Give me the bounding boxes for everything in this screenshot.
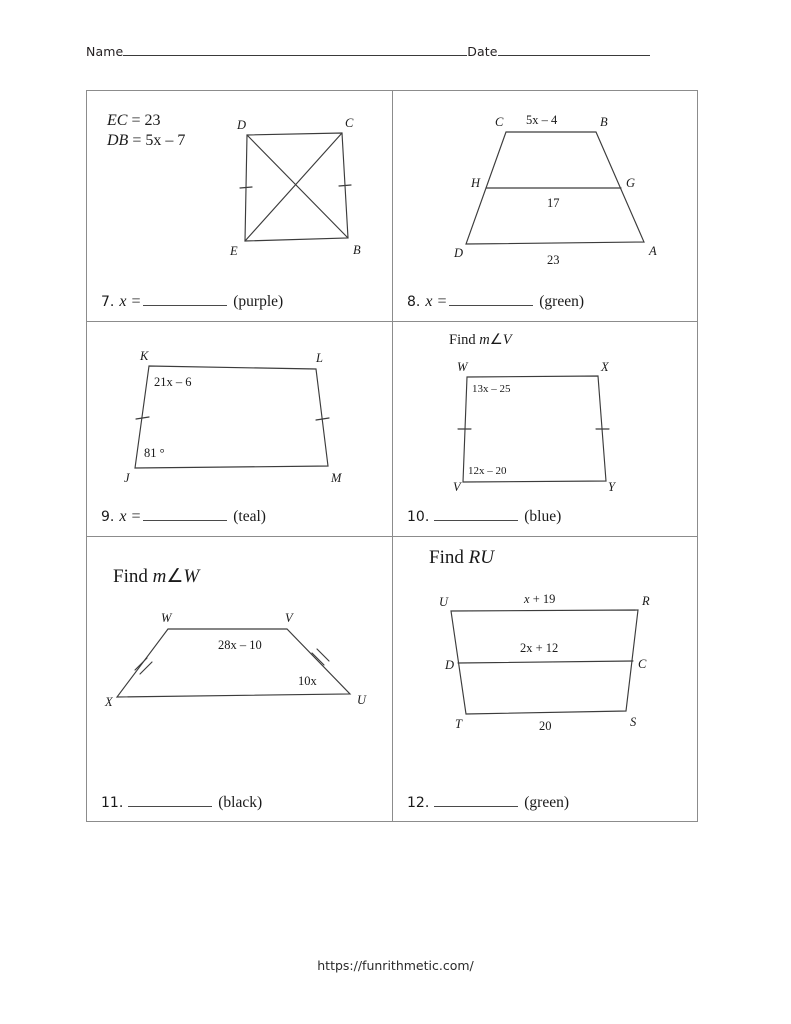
vertex-label-X: X xyxy=(601,360,609,374)
problem-12-number: 12. xyxy=(407,795,430,811)
worksheet-header xyxy=(86,44,698,66)
problem-12-prompt-text: Find RU xyxy=(429,547,494,568)
measure-bottom-DA: 23 xyxy=(547,253,560,267)
problem-cell-9 xyxy=(87,322,392,536)
measure-bottom-TS: 20 xyxy=(539,719,552,733)
vertex-label-D: D xyxy=(454,246,464,260)
problem-8-blank[interactable] xyxy=(449,293,533,306)
vertex-label-B: B xyxy=(600,115,608,129)
measure-midsegment-DC: 2x + 12 xyxy=(520,641,559,655)
vertex-label-W: W xyxy=(457,360,468,374)
problem-11-prompt xyxy=(113,565,199,588)
problem-10-prompt-text: Find m∠V xyxy=(449,332,512,348)
problem-11-color: (black) xyxy=(218,794,263,811)
problem-10-prompt xyxy=(449,332,512,349)
problem-7-figure xyxy=(217,113,377,263)
vertex-label-J: J xyxy=(124,471,130,485)
problem-7-given-line2: DB = 5x – 7 xyxy=(107,132,186,150)
vertex-label-C: C xyxy=(345,116,354,130)
measure-top-CB: 5x – 4 xyxy=(526,113,558,127)
measure-midsegment-HG: 17 xyxy=(547,196,560,210)
problem-7-given xyxy=(107,111,185,152)
problem-10-color: (blue) xyxy=(524,508,562,525)
problem-10-blank[interactable] xyxy=(434,508,518,521)
vertex-label-G: G xyxy=(626,176,636,190)
problem-12-prompt xyxy=(429,547,494,569)
tick-mark-DE xyxy=(240,187,252,188)
problem-11-figure xyxy=(105,609,375,719)
name-blank-line[interactable] xyxy=(123,44,467,56)
measure-angle-W: 13x – 25 xyxy=(472,383,511,395)
vertex-label-H: H xyxy=(471,176,481,190)
vertex-label-U: U xyxy=(357,693,367,707)
problem-cell-11 xyxy=(87,537,392,822)
problem-11-blank[interactable] xyxy=(128,794,212,807)
problem-7-number: 7. xyxy=(101,294,115,310)
problem-7-color: (purple) xyxy=(233,293,284,310)
vertex-label-E: E xyxy=(230,244,238,258)
problem-8-answer xyxy=(407,293,584,311)
vertex-label-Y: Y xyxy=(608,480,615,494)
problem-9-figure xyxy=(123,344,353,484)
vertex-label-A: A xyxy=(649,244,657,258)
problem-10-figure xyxy=(453,360,643,494)
problem-11-number: 11. xyxy=(101,795,124,811)
problem-7-answer xyxy=(101,293,283,311)
vertex-label-V: V xyxy=(453,480,461,494)
vertex-label-V: V xyxy=(285,611,293,625)
measure-angle-V: 28x – 10 xyxy=(218,638,262,652)
vertex-label-D: D xyxy=(445,658,455,672)
vertex-label-R: R xyxy=(642,594,650,608)
measure-angle-V: 12x – 20 xyxy=(468,465,507,477)
measure-top-UR: x + 19 xyxy=(524,592,556,606)
problem-8-color: (green) xyxy=(539,293,585,310)
problem-cell-12 xyxy=(393,537,698,822)
problem-12-figure xyxy=(433,589,663,739)
problem-grid xyxy=(86,90,698,822)
problem-9-color: (teal) xyxy=(233,508,266,525)
footer-url[interactable]: https://funrithmetic.com/ xyxy=(317,958,474,973)
problem-cell-8 xyxy=(393,91,698,321)
vertex-label-C: C xyxy=(638,657,647,671)
problem-9-answer xyxy=(101,508,266,526)
vertex-label-D: D xyxy=(237,118,247,132)
diagonal-CE xyxy=(245,133,342,241)
measure-angle-J: 81 ° xyxy=(144,446,165,460)
problem-12-blank[interactable] xyxy=(434,794,518,807)
name-label: Name xyxy=(86,44,124,59)
tick-mark-CB xyxy=(339,185,351,186)
problem-11-prompt-text: Find m∠W xyxy=(113,566,200,587)
problem-cell-7 xyxy=(87,91,392,321)
vertex-label-W: W xyxy=(161,611,172,625)
vertex-label-L: L xyxy=(316,351,323,365)
date-blank-line[interactable] xyxy=(498,44,650,56)
vertex-label-T: T xyxy=(455,717,462,731)
measure-angle-U: 10x xyxy=(298,674,317,688)
measure-angle-K: 21x – 6 xyxy=(154,375,192,389)
problem-7-given-line1: EC = 23 xyxy=(107,112,161,129)
problem-cell-10 xyxy=(393,322,698,536)
problem-8-number: 8. xyxy=(407,294,421,310)
vertex-label-C: C xyxy=(495,115,504,129)
problem-10-number: 10. xyxy=(407,509,430,525)
problem-8-prefix: x = xyxy=(425,293,448,310)
problem-9-number: 9. xyxy=(101,509,115,525)
date-label: Date xyxy=(467,44,498,59)
vertex-label-B: B xyxy=(353,243,361,257)
vertex-label-K: K xyxy=(140,349,149,363)
problem-7-blank[interactable] xyxy=(143,293,227,306)
problem-11-answer xyxy=(101,794,262,812)
problem-7-prefix: x = xyxy=(119,293,142,310)
problem-9-prefix: x = xyxy=(119,508,142,525)
problem-10-answer xyxy=(407,508,561,526)
vertex-label-M: M xyxy=(331,471,342,485)
problem-8-figure xyxy=(448,107,668,272)
vertex-label-X: X xyxy=(105,695,113,709)
midsegment-DC xyxy=(458,661,633,663)
vertex-label-S: S xyxy=(630,715,637,729)
problem-12-color: (green) xyxy=(524,794,570,811)
problem-9-blank[interactable] xyxy=(143,508,227,521)
vertex-label-U: U xyxy=(439,595,449,609)
problem-12-answer xyxy=(407,794,569,812)
